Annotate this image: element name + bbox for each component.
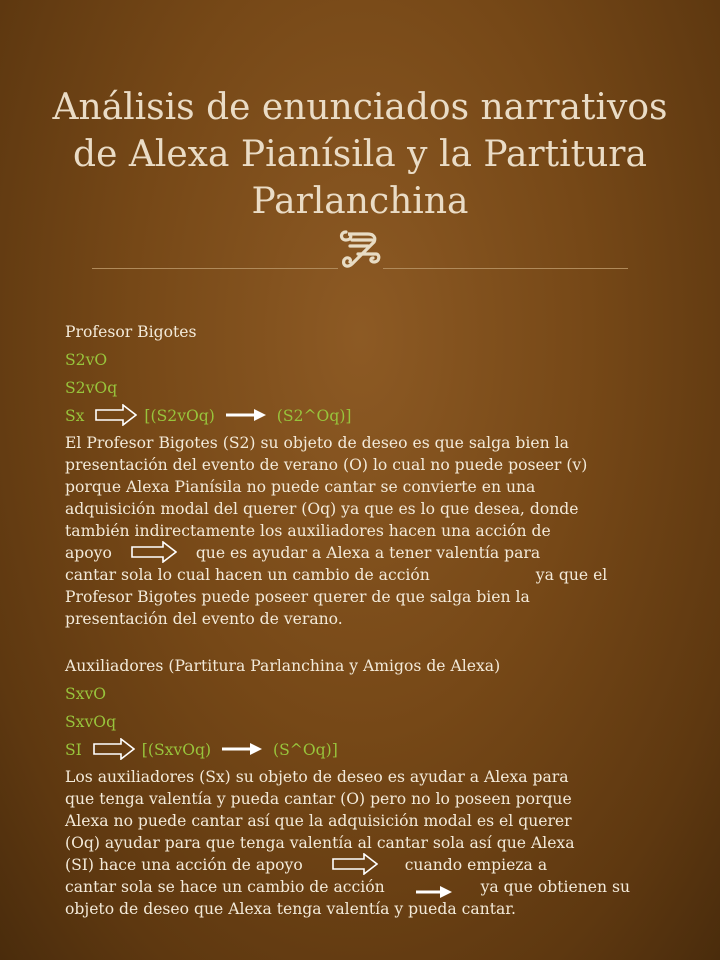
title-divider-left (92, 268, 338, 269)
paragraph-line: porque Alexa Pianísila no puede cantar se convierte en una (65, 478, 536, 496)
formula-subject: Sx (65, 407, 85, 425)
thin-arrow-icon (224, 407, 268, 423)
slide-title: Análisis de enunciados narrativos de Alexa Pianísila y la Partitura Parlanchina (52, 87, 668, 222)
thin-arrow-icon (220, 741, 264, 757)
paragraph-line-with-arrow (65, 876, 665, 898)
paragraph-line-with-arrow (65, 542, 665, 564)
paragraph-line: presentación del evento de verano. (65, 610, 343, 628)
section1-formula-2: S2vOq (65, 379, 118, 397)
paragraph-line: El Profesor Bigotes (S2) su objeto de deseo es que salga bien la (65, 434, 569, 452)
paragraph-line-with-gap (65, 564, 665, 586)
formula-part-1: [(SxvOq) (141, 741, 212, 759)
block-arrow-icon (332, 853, 378, 875)
formula-subject: SI (65, 741, 82, 759)
paragraph-segment: cuando empieza a (404, 856, 548, 874)
thin-arrow-icon (414, 884, 454, 900)
paragraph-segment: (SI) hace una acción de apoyo (65, 856, 303, 874)
paragraph-segment: cantar sola lo cual hacen un cambio de acción (65, 566, 430, 584)
section2-formula-3 (65, 736, 665, 764)
paragraph-segment: apoyo (65, 544, 112, 562)
section1-formula-3 (65, 402, 665, 430)
paragraph-line: (Oq) ayudar para que tenga valentía al cantar sola así que Alexa (65, 834, 575, 852)
paragraph-line: Los auxiliadores (Sx) su objeto de deseo es ayudar a Alexa para (65, 768, 569, 786)
paragraph-line: Profesor Bigotes puede poseer querer de que salga bien la (65, 588, 530, 606)
paragraph-line: presentación del evento de verano (O) lo cual no puede poseer (v) (65, 456, 588, 474)
content-body (65, 318, 665, 920)
paragraph-line-with-arrow (65, 854, 665, 876)
title-divider-right (383, 268, 628, 269)
paragraph-segment: cantar sola se hace un cambio de acción (65, 878, 385, 896)
section1-heading: Profesor Bigotes (65, 323, 197, 341)
formula-part-2: (S2^Oq)] (276, 407, 352, 425)
section2-formula-1: SxvO (65, 685, 107, 703)
formula-part-1: [(S2vOq) (144, 407, 215, 425)
formula-part-2: (S^Oq)] (273, 741, 338, 759)
paragraph-segment: ya que el (535, 566, 608, 584)
section1-paragraph (65, 432, 665, 630)
block-arrow-icon (93, 738, 135, 760)
paragraph-line: adquisición modal del querer (Oq) ya que es lo que desea, donde (65, 500, 579, 518)
paragraph-line: también indirectamente los auxiliadores hacen una acción de (65, 522, 551, 540)
paragraph-line: objeto de deseo que Alexa tenga valentía y pueda cantar. (65, 900, 516, 918)
paragraph-segment: ya que obtienen su (480, 878, 631, 896)
paragraph-line: que tenga valentía y pueda cantar (O) pero no lo poseen porque (65, 790, 572, 808)
block-arrow-icon (95, 404, 137, 426)
section2-formula-2: SxvOq (65, 713, 117, 731)
paragraph-line: Alexa no puede cantar así que la adquisición modal es el querer (65, 812, 572, 830)
scroll-flourish-icon (338, 226, 382, 270)
paragraph-segment: que es ayudar a Alexa a tener valentía para (195, 544, 541, 562)
section2-heading: Auxiliadores (Partitura Parlanchina y Amigos de Alexa) (65, 657, 501, 675)
section1-formula-1: S2vO (65, 351, 108, 369)
block-arrow-icon (131, 541, 177, 563)
section2-paragraph (65, 766, 665, 920)
